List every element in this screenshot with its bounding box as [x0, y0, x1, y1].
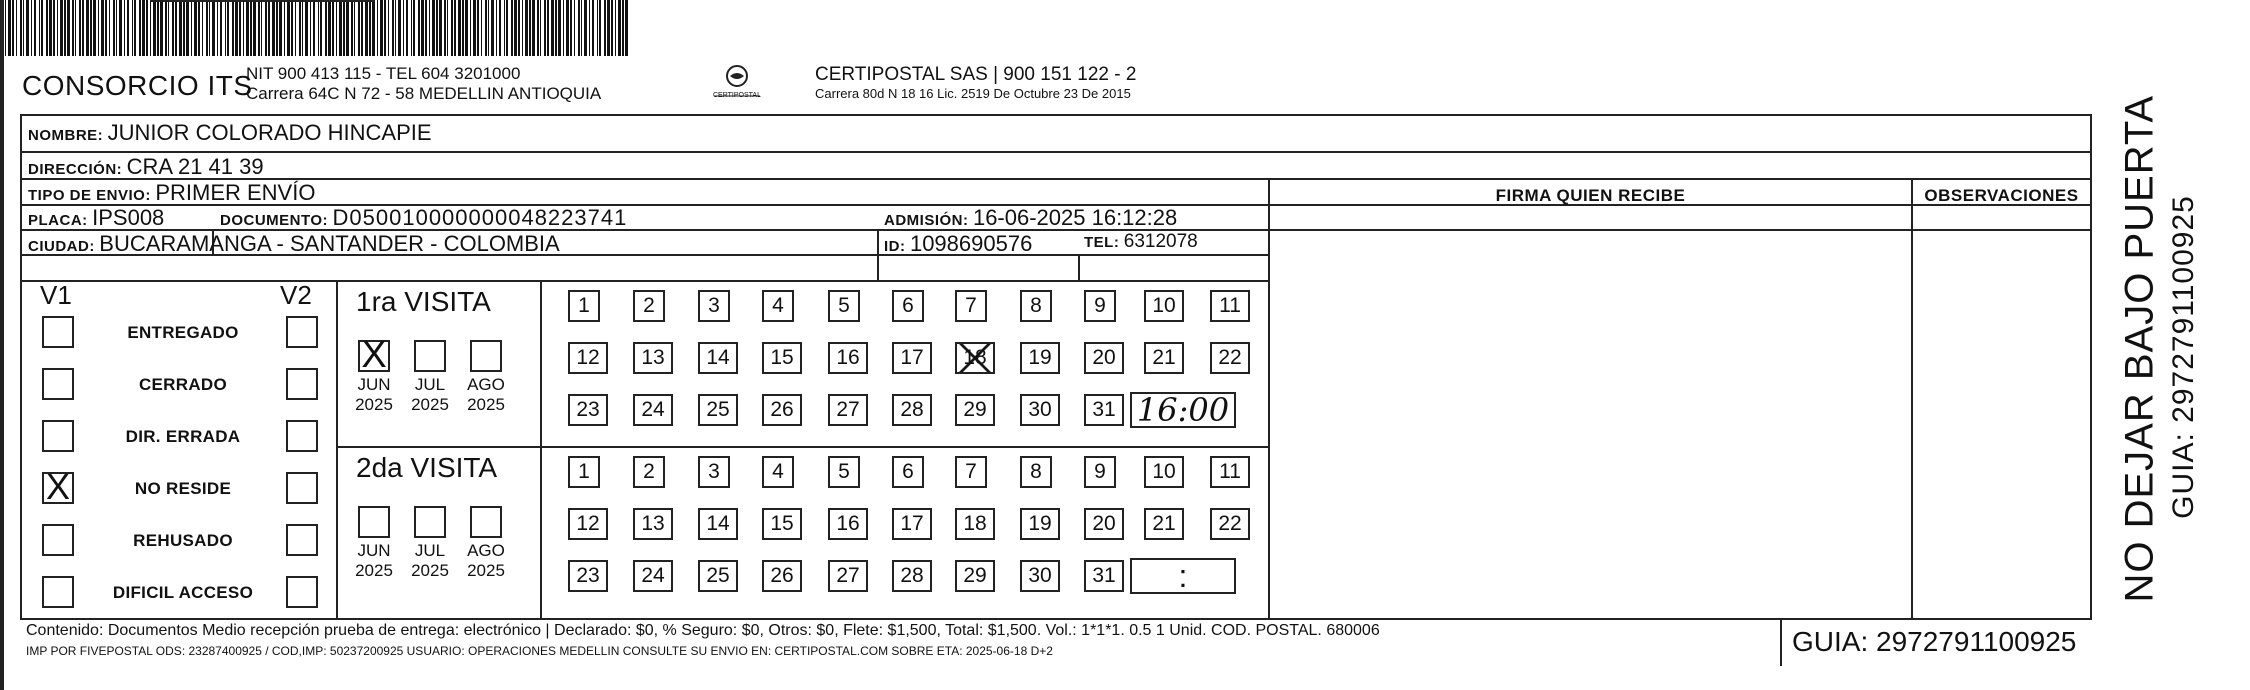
- status-v1-checkbox[interactable]: [42, 576, 74, 608]
- month-label: [459, 375, 513, 415]
- month-year: 2025: [411, 561, 449, 580]
- admision-label: ADMISIÓN:: [884, 212, 969, 229]
- day-box[interactable]: 21: [1144, 508, 1184, 540]
- documento-value: D050010000000048223741: [332, 205, 628, 230]
- day-box[interactable]: 31: [1084, 560, 1124, 592]
- day-box[interactable]: 23: [568, 394, 608, 426]
- day-box[interactable]: 22: [1210, 342, 1250, 374]
- day-box[interactable]: 29: [955, 394, 995, 426]
- nombre-row: [28, 120, 432, 146]
- tel-value: 6312078: [1123, 231, 1198, 252]
- day-box[interactable]: 8: [1020, 456, 1052, 488]
- month-name: AGO: [467, 375, 505, 394]
- direccion-label: DIRECCIÓN:: [28, 161, 123, 178]
- ciudad-row: [28, 231, 560, 257]
- day-box[interactable]: 30: [1020, 560, 1060, 592]
- month-name: JUN: [357, 375, 391, 394]
- month-year: 2025: [467, 561, 505, 580]
- day-box[interactable]: 10: [1144, 290, 1184, 322]
- company-info-line1: NIT 900 413 115 - TEL 604 3201000: [246, 64, 521, 83]
- signature-field[interactable]: [1272, 232, 1908, 616]
- day-box[interactable]: 6: [892, 290, 924, 322]
- day-box[interactable]: 2: [633, 456, 665, 488]
- company-info-line2: Carrera 64C N 72 - 58 MEDELLIN ANTIOQUIA: [246, 84, 602, 103]
- admision-row: [884, 205, 1177, 231]
- day-box[interactable]: 8: [1020, 290, 1052, 322]
- status-label: REHUSADO: [133, 531, 233, 550]
- month-checkbox[interactable]: [470, 340, 502, 372]
- day-box[interactable]: 26: [762, 394, 802, 426]
- visit-title: 1ra VISITA: [356, 286, 491, 317]
- status-v1-checkbox[interactable]: [42, 316, 74, 348]
- status-label: NO RESIDE: [134, 479, 232, 498]
- day-box[interactable]: 5: [828, 290, 860, 322]
- placa-label: PLACA:: [28, 212, 88, 229]
- day-box[interactable]: 1: [568, 456, 600, 488]
- direccion-row: [28, 154, 264, 180]
- month-label: [403, 541, 457, 581]
- day-box[interactable]: 3: [698, 456, 730, 488]
- day-box[interactable]: 5: [828, 456, 860, 488]
- day-box[interactable]: 18: [955, 508, 995, 540]
- status-label: DIR. ERRADA: [125, 427, 241, 446]
- day-box[interactable]: 16: [828, 342, 868, 374]
- direccion-value: CRA 21 41 39: [126, 154, 264, 179]
- day-box[interactable]: 11: [1210, 456, 1250, 488]
- day-box[interactable]: 16: [828, 508, 868, 540]
- id-value: 1098690576: [909, 231, 1033, 256]
- day-box[interactable]: 13: [633, 342, 673, 374]
- ciudad-value: BUCARAMANGA - SANTANDER - COLOMBIA: [99, 231, 560, 256]
- day-box[interactable]: 30: [1020, 394, 1060, 426]
- status-v2-checkbox[interactable]: [286, 524, 318, 556]
- company-info: [246, 64, 601, 104]
- barcode: [0, 0, 634, 56]
- day-box[interactable]: 27: [828, 394, 868, 426]
- day-box[interactable]: 25: [698, 394, 738, 426]
- documento-row: [220, 205, 627, 231]
- status-v2-checkbox[interactable]: [286, 472, 318, 504]
- side-guia: GUIA: 2972791100925: [2167, 195, 2200, 519]
- company-name: CONSORCIO ITS: [22, 70, 253, 101]
- month-name: JUN: [357, 541, 391, 560]
- v2-header: V2: [280, 280, 312, 310]
- tel-row: [1084, 231, 1198, 253]
- day-box[interactable]: 4: [762, 290, 794, 322]
- day-box[interactable]: 9: [1084, 290, 1116, 322]
- day-box[interactable]: 3: [698, 290, 730, 322]
- month-label: [459, 541, 513, 581]
- observaciones-header: OBSERVACIONES: [1924, 186, 2079, 205]
- placa-row: [28, 205, 164, 231]
- month-name: JUL: [414, 541, 446, 560]
- day-box[interactable]: 27: [828, 560, 868, 592]
- carrier-info-line2: Carrera 80d N 18 16 Lic. 2519 De Octubre 23 De 2015: [815, 86, 1131, 101]
- footer-guia: GUIA: 2972791100925: [1792, 626, 2077, 657]
- day-box[interactable]: 15: [762, 508, 802, 540]
- day-box[interactable]: 1: [568, 290, 600, 322]
- day-box[interactable]: 21: [1144, 342, 1184, 374]
- month-year: 2025: [355, 561, 393, 580]
- footer-system-line: IMP POR FIVEPOSTAL ODS: 23287400925 / COD,IMP: 50237200925 USUARIO: OPERACIONES MEDELLIN CONSULTE SU ENVIO EN: CERTIPOSTAL.COM SOBRE ETA: 2025-06-18 D+2: [26, 644, 1053, 658]
- footer-content-line: Contenido: Documentos Medio recepción prueba de entrega: electrónico | Declarado: $0, % Seguro: $0, Otros: $0, Flete: $1,500, Total: $1,500. Vol.: 1*1*1. 0.5 1 Unid. COD. POSTAL. 680006: [26, 622, 1380, 639]
- day-box[interactable]: 19: [1020, 508, 1060, 540]
- tipo-label: TIPO DE ENVIO:: [28, 187, 151, 204]
- month-label: [403, 375, 457, 415]
- documento-label: DOCUMENTO:: [220, 212, 329, 229]
- tipo-row: [28, 180, 315, 206]
- day-box[interactable]: 13: [633, 508, 673, 540]
- left-edge: [0, 0, 4, 690]
- month-year: 2025: [411, 395, 449, 414]
- admision-value: 16-06-2025 16:12:28: [972, 205, 1178, 230]
- day-box[interactable]: 14: [698, 508, 738, 540]
- carrier-info-line1: CERTIPOSTAL SAS | 900 151 122 - 2: [815, 64, 1137, 85]
- time-field[interactable]: :: [1130, 558, 1236, 594]
- status-v1-checkbox[interactable]: X: [42, 472, 74, 504]
- nombre-label: NOMBRE:: [28, 127, 104, 144]
- month-name: AGO: [467, 541, 505, 560]
- day-box[interactable]: 9: [1084, 456, 1116, 488]
- status-v2-checkbox[interactable]: [286, 316, 318, 348]
- firma-header: FIRMA QUIEN RECIBE: [1495, 186, 1686, 205]
- status-v2-checkbox[interactable]: [286, 576, 318, 608]
- v1-header: V1: [40, 280, 72, 310]
- day-box[interactable]: 18: [955, 342, 995, 374]
- day-box[interactable]: 4: [762, 456, 794, 488]
- day-box[interactable]: 12: [568, 508, 608, 540]
- day-box[interactable]: 26: [762, 560, 802, 592]
- day-box[interactable]: 19: [1020, 342, 1060, 374]
- logo-text: CERTIPOSTAL: [713, 92, 761, 99]
- day-box[interactable]: 6: [892, 456, 924, 488]
- day-box[interactable]: 12: [568, 342, 608, 374]
- month-checkbox[interactable]: [414, 506, 446, 538]
- status-v1-checkbox[interactable]: [42, 524, 74, 556]
- status-v1-checkbox[interactable]: [42, 368, 74, 400]
- month-checkbox[interactable]: [470, 506, 502, 538]
- time-field[interactable]: 16:00: [1130, 392, 1236, 428]
- month-name: JUL: [414, 375, 446, 394]
- month-checkbox[interactable]: [358, 506, 390, 538]
- nombre-value: JUNIOR COLORADO HINCAPIE: [107, 120, 432, 145]
- day-box[interactable]: 23: [568, 560, 608, 592]
- day-box[interactable]: 17: [892, 342, 932, 374]
- no-dejar-warning: NO DEJAR BAJO PUERTA: [2117, 95, 2162, 603]
- carrier-info: [815, 64, 1136, 101]
- ciudad-label: CIUDAD:: [28, 238, 95, 255]
- month-checkbox[interactable]: [414, 340, 446, 372]
- status-v2-checkbox[interactable]: [286, 368, 318, 400]
- tipo-value: PRIMER ENVÍO: [155, 180, 316, 205]
- tel-label: TEL:: [1084, 234, 1120, 251]
- id-row: [884, 231, 1032, 257]
- month-year: 2025: [467, 395, 505, 414]
- day-box[interactable]: 24: [633, 560, 673, 592]
- month-year: 2025: [355, 395, 393, 414]
- day-box[interactable]: 28: [892, 394, 932, 426]
- observaciones-field[interactable]: [1915, 232, 2087, 616]
- day-box[interactable]: 2: [633, 290, 665, 322]
- day-box[interactable]: 14: [698, 342, 738, 374]
- day-box[interactable]: 29: [955, 560, 995, 592]
- day-box[interactable]: 28: [892, 560, 932, 592]
- day-box[interactable]: 24: [633, 394, 673, 426]
- day-box[interactable]: 10: [1144, 456, 1184, 488]
- day-box[interactable]: 7: [955, 456, 987, 488]
- day-box[interactable]: 17: [892, 508, 932, 540]
- day-box[interactable]: 22: [1210, 508, 1250, 540]
- visit-title: 2da VISITA: [356, 452, 498, 483]
- month-label: [347, 375, 401, 415]
- status-label: ENTREGADO: [127, 323, 239, 342]
- placa-value: IPS008: [92, 205, 165, 230]
- status-label: DIFICIL ACCESO: [112, 583, 254, 602]
- day-box[interactable]: 20: [1084, 508, 1124, 540]
- shipping-form: [20, 114, 2092, 658]
- month-checkbox[interactable]: X: [358, 340, 390, 372]
- day-box[interactable]: 25: [698, 560, 738, 592]
- status-v1-checkbox[interactable]: [42, 420, 74, 452]
- day-box[interactable]: 7: [955, 290, 987, 322]
- top-rule: [150, 0, 375, 2]
- status-v2-checkbox[interactable]: [286, 420, 318, 452]
- day-box[interactable]: 15: [762, 342, 802, 374]
- day-box[interactable]: 20: [1084, 342, 1124, 374]
- id-label: ID:: [884, 238, 906, 255]
- month-label: [347, 541, 401, 581]
- day-box[interactable]: 11: [1210, 290, 1250, 322]
- certipostal-logo: [710, 62, 764, 108]
- day-box[interactable]: 31: [1084, 394, 1124, 426]
- status-label: CERRADO: [138, 375, 228, 394]
